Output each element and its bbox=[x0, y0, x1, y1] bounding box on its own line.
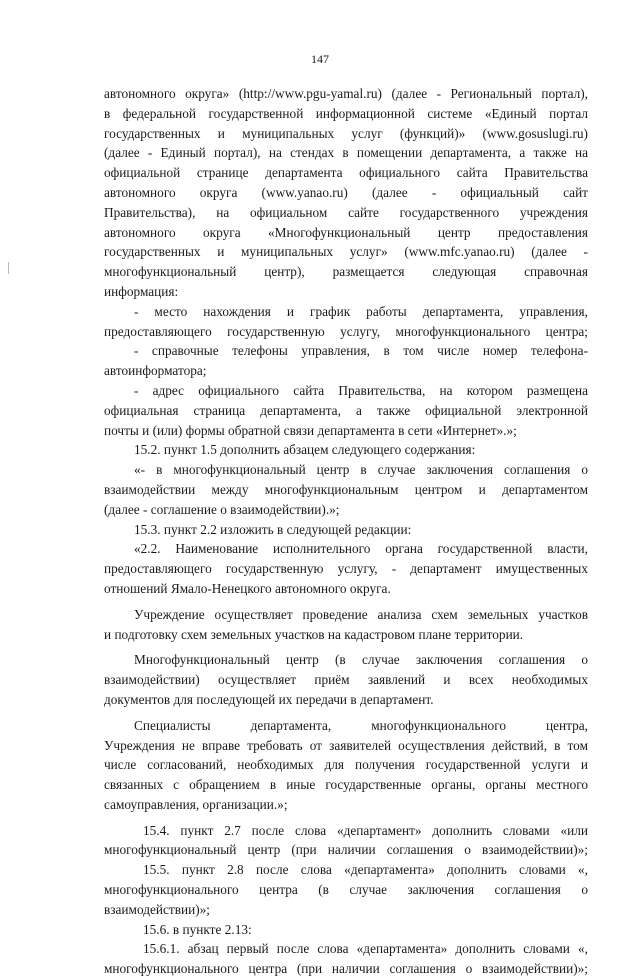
text-line: Учреждение осуществляет проведение анализа схем земельных участков bbox=[134, 606, 588, 622]
text-line: - адрес официального сайта Правительства, на котором размещена bbox=[134, 382, 588, 398]
text-line: многофункциональный центр (при наличии соглашения о взаимодействии)»; bbox=[104, 842, 588, 858]
text-line: 15.5. пункт 2.8 после слова «департамента» дополнить словами «, bbox=[143, 862, 588, 878]
text-line: автономного округа «Многофункциональный центр предоставления bbox=[104, 224, 588, 240]
text-line: 15.3. пункт 2.2 изложить в следующей редакции: bbox=[134, 521, 412, 537]
text-line: Многофункциональный центр (в случае заключения соглашения о bbox=[134, 652, 588, 668]
text-line: Правительства), на официальном сайте государственного учреждения bbox=[104, 204, 588, 220]
text-line: - справочные телефоны управления, в том числе номер телефона- bbox=[134, 343, 588, 359]
text-line: государственных и муниципальных услуг» (www.mfc.yanao.ru) (далее - bbox=[104, 244, 588, 260]
text-line: почты и (или) формы обратной связи департамента в сети «Интернет».»; bbox=[104, 422, 517, 438]
text-line: государственных и муниципальных услуг (функций)» (www.gosuslugi.ru) bbox=[104, 125, 588, 141]
text-line: 15.4. пункт 2.7 после слова «департамент» дополнить словами «или bbox=[143, 822, 588, 838]
text-line: многофункционального центра (при наличии соглашения о взаимодействии)»; bbox=[104, 961, 588, 977]
text-line: 15.2. пункт 1.5 дополнить абзацем следующего содержания: bbox=[134, 442, 476, 458]
text-line: «2.2. Наименование исполнительного органа государственной власти, bbox=[134, 541, 588, 557]
text-line: взаимодействии)»; bbox=[104, 901, 211, 917]
scan-margin-mark bbox=[8, 262, 9, 274]
text-line: Специалисты департамента, многофункционального центра, bbox=[134, 717, 588, 733]
text-line: автономного округа» (http://www.pgu-yamal.ru) (далее - Региональный портал), bbox=[104, 86, 588, 101]
text-line: многофункциональный центр), размещается следующая справочная bbox=[104, 264, 588, 280]
document-body bbox=[104, 84, 588, 979]
text-line: документов для последующей их передачи в департамент. bbox=[104, 691, 434, 707]
page-number: 147 bbox=[311, 52, 329, 66]
text-line: (далее - Единый портал), на стендах в помещении департамента, а также на bbox=[104, 145, 588, 161]
text-line: 15.6. в пункте 2.13: bbox=[143, 921, 252, 937]
text-line: отношений Ямало-Ненецкого автономного округа. bbox=[104, 580, 391, 596]
text-line: «- в многофункциональный центр в случае заключения соглашения о bbox=[134, 462, 588, 478]
text-line: предоставляющего государственную услугу, - департамент имущественных bbox=[104, 561, 588, 577]
text-line: автоинформатора; bbox=[104, 363, 207, 379]
text-line: взаимодействии между многофункциональным центром и департаментом bbox=[104, 481, 588, 497]
text-line: числе согласований, необходимых для получения государственной услуги и bbox=[104, 757, 588, 773]
text-line: и подготовку схем земельных участков на кадастровом плане территории. bbox=[104, 626, 524, 642]
text-line: самоуправления, организации.»; bbox=[104, 796, 288, 812]
text-line: многофункционального центра (в случае заключения соглашения о bbox=[104, 882, 588, 898]
text-line: официальной странице департамента официального сайта Правительства bbox=[104, 165, 588, 181]
text-line: в федеральной государственной информационной системе «Единый портал bbox=[104, 105, 588, 121]
text-line: (далее - соглашение о взаимодействии).»; bbox=[104, 501, 340, 517]
text-line: связанных с обращением в иные государственные органы, органы местного bbox=[104, 777, 588, 793]
text-line: Учреждения не вправе требовать от заявителей осуществления действий, в том bbox=[104, 737, 588, 753]
text-line: автономного округа (www.yanao.ru) (далее - официальный сайт bbox=[104, 184, 588, 200]
text-line: - место нахождения и график работы департамента, управления, bbox=[134, 303, 588, 319]
text-line: взаимодействии) осуществляет приём заявлений и всех необходимых bbox=[104, 672, 588, 688]
text-line: официальная страница департамента, а также официальной электронной bbox=[104, 402, 588, 418]
text-line: информация: bbox=[104, 283, 179, 299]
text-line: 15.6.1. абзац первый после слова «департамента» дополнить словами «, bbox=[143, 941, 588, 957]
text-line: предоставляющего государственную услугу, многофункционального центра; bbox=[104, 323, 588, 339]
